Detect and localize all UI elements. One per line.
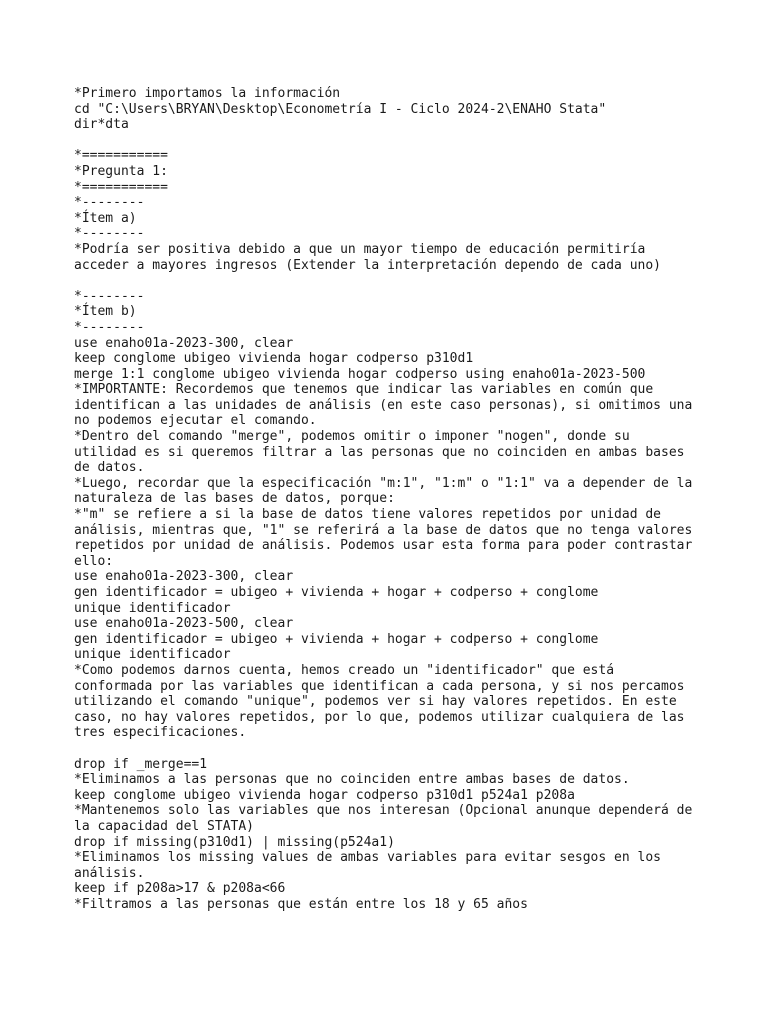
section-heading: *Pregunta 1: [74,163,168,179]
comment-line: *IMPORTANTE: Recordemos que tenemos que indicar las variables en común que [74,382,654,398]
blank-line [74,133,704,149]
comment-line: análisis, mientras que, "1" se referirá a la base de datos que no tenga valores [74,522,693,538]
code-line: cd "C:\Users\BRYAN\Desktop\Econometría I - Ciclo 2024-2\ENAHO Stata" [74,101,607,117]
comment-line: repetidos por unidad de análisis. Podemos usar esta forma para poder contrastar [74,538,693,554]
subsection-heading: *Ítem b) [74,304,137,320]
comment-line: tres especificaciones. [74,725,247,741]
comment-line: utilidad es si queremos filtrar a las personas que no coinciden en ambas bases [74,444,685,460]
code-line: use enaho01a-2023-300, clear [74,569,294,585]
comment-line: de datos. [74,460,145,476]
comment-line: *Podría ser positiva debido a que un mayor tiempo de educación permitiría [74,241,646,257]
section-divider: *=========== [74,148,168,164]
code-line: unique identificador [74,647,231,663]
code-line: use enaho01a-2023-300, clear [74,335,294,351]
code-line: keep conglome ubigeo vivienda hogar codperso p310d1 [74,351,474,367]
comment-line: *Primero importamos la información [74,86,341,101]
section-divider: *=========== [74,179,168,195]
comment-line: *Dentro del comando "merge", podemos omitir o imponer "nogen", donde su [74,429,630,445]
subsection-divider: *-------- [74,195,145,211]
comment-line: acceder a mayores ingresos (Extender la interpretación dependo de cada uno) [74,257,661,273]
comment-line: *Filtramos a las personas que están entre los 18 y 65 años [74,896,528,912]
comment-line: *"m" se refiere a si la base de datos tiene valores repetidos por unidad de [74,507,661,523]
comment-line: ello: [74,553,114,569]
code-line: drop if _merge==1 [74,756,208,772]
document-page [74,86,704,912]
code-line: drop if missing(p310d1) | missing(p524a1) [74,834,395,850]
comment-line: no podemos ejecutar el comando. [74,413,317,429]
comment-line: utilizando el comando "unique", podemos ver si hay valores repetidos. En este [74,694,677,710]
comment-line: *Mantenemos solo las variables que nos interesan (Opcional anunque dependerá de [74,803,693,819]
comment-line: conformada por las variables que identifican a cada persona, y si nos percamos [74,678,685,694]
comment-line: identifican a las unidades de análisis (en este caso personas), si omitimos una [74,397,693,413]
comment-line: naturaleza de las bases de datos, porque: [74,491,395,507]
comment-line: la capacidad del STATA) [74,818,255,834]
subsection-heading: *Ítem a) [74,210,137,226]
code-line: gen identificador = ubigeo + vivienda + hogar + codperso + conglome [74,585,599,600]
subsection-divider: *-------- [74,288,145,304]
subsection-divider: *-------- [74,226,145,242]
comment-line: análisis. [74,865,145,881]
code-line: keep if p208a>17 & p208a<66 [74,881,286,897]
code-line: gen identificador = ubigeo + vivienda + hogar + codperso + conglome [74,631,599,647]
comment-line: caso, no hay valores repetidos, por lo que, podemos utilizar cualquiera de las [74,709,685,725]
code-line: unique identificador [74,600,231,616]
comment-line: *Eliminamos los missing values de ambas variables para evitar sesgos en los [74,850,661,866]
subsection-divider: *-------- [74,319,145,335]
code-line: use enaho01a-2023-500, clear [74,616,294,632]
comment-line: *Eliminamos a las personas que no coinciden entre ambas bases de datos. [74,772,630,788]
code-line: keep conglome ubigeo vivienda hogar codperso p310d1 p524a1 p208a [74,787,575,803]
code-line: dir*dta [74,117,129,133]
code-line: merge 1:1 conglome ubigeo vivienda hogar codperso using enaho01a-2023-500 [74,366,646,382]
comment-line: *Como podemos darnos cuenta, hemos creado un "identificador" que está [74,662,615,678]
blank-line [74,273,704,289]
blank-line [74,741,704,757]
comment-line: *Luego, recordar que la especificación "m:1", "1:m" o "1:1" va a depender de la [74,475,693,491]
